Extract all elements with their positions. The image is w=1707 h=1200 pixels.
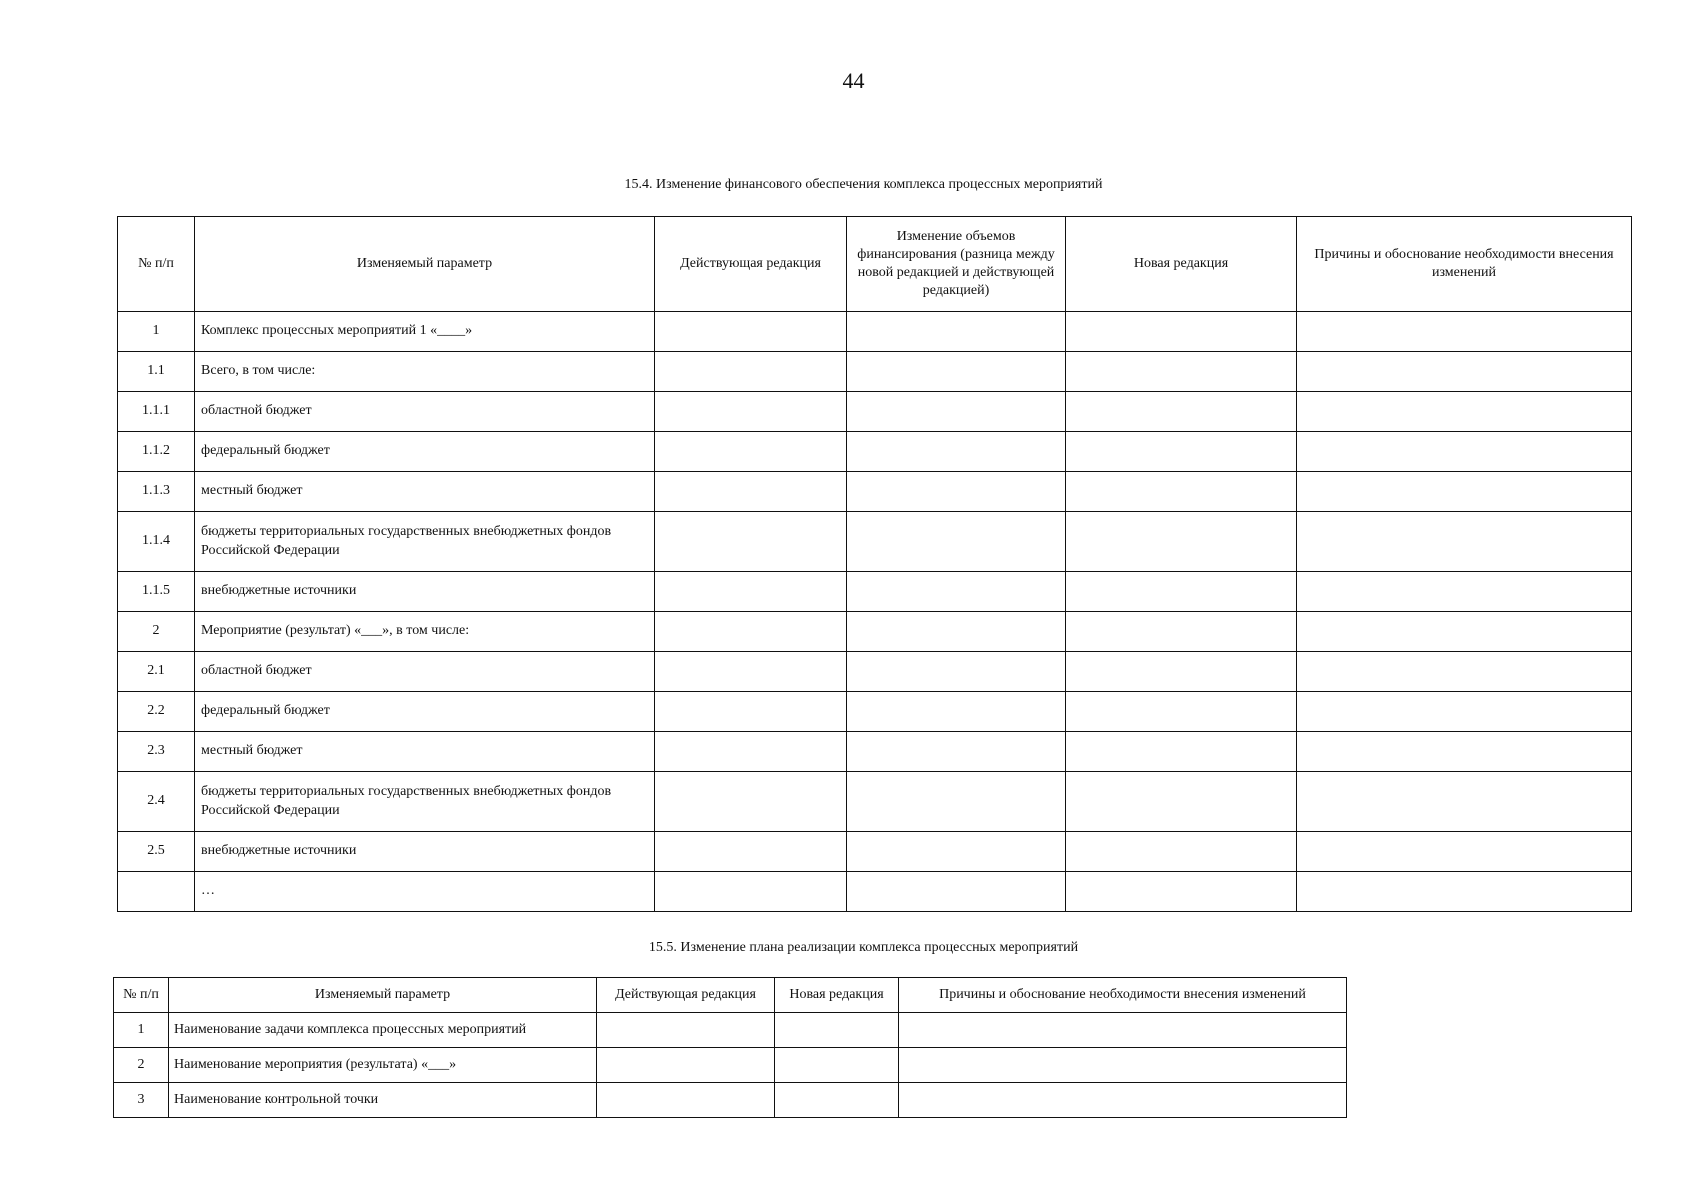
empty-cell [655, 312, 847, 352]
empty-cell [1066, 472, 1297, 512]
row-parameter: Комплекс процессных мероприятий 1 «____» [195, 312, 655, 352]
financial-changes-table [117, 216, 1632, 912]
row-parameter: областной бюджет [195, 392, 655, 432]
header-reasons: Причины и обоснование необходимости внесения изменений [899, 978, 1347, 1013]
header-current-edition: Действующая редакция [655, 217, 847, 312]
row-number: 1.1.1 [118, 392, 195, 432]
empty-cell [899, 1083, 1347, 1118]
empty-cell [1297, 832, 1632, 872]
empty-cell [1297, 512, 1632, 572]
header-parameter: Изменяемый параметр [195, 217, 655, 312]
row-parameter: бюджеты территориальных государственных внебюджетных фондов Российской Федерации [195, 772, 655, 832]
section-15-4-title: 15.4. Изменение финансового обеспечения комплекса процессных мероприятий [624, 177, 1103, 192]
empty-cell [899, 1048, 1347, 1083]
empty-cell [1297, 572, 1632, 612]
row-parameter: … [195, 872, 655, 912]
empty-cell [847, 652, 1066, 692]
empty-cell [655, 392, 847, 432]
empty-cell [847, 872, 1066, 912]
empty-cell [1297, 732, 1632, 772]
section-15-5-title: 15.5. Изменение плана реализации комплекса процессных мероприятий [648, 940, 1079, 955]
empty-cell [1066, 352, 1297, 392]
table-row [114, 1013, 1347, 1048]
empty-cell [655, 572, 847, 612]
empty-cell [1297, 352, 1632, 392]
header-parameter: Изменяемый параметр [169, 978, 597, 1013]
empty-cell [1066, 772, 1297, 832]
table-row [118, 472, 1632, 512]
table-row [114, 1083, 1347, 1118]
empty-cell [847, 472, 1066, 512]
row-number: 2 [114, 1048, 169, 1083]
empty-cell [775, 1048, 899, 1083]
empty-cell [597, 1048, 775, 1083]
empty-cell [1066, 612, 1297, 652]
empty-cell [1297, 472, 1632, 512]
row-parameter: бюджеты территориальных государственных внебюджетных фондов Российской Федерации [195, 512, 655, 572]
row-number: 1 [118, 312, 195, 352]
empty-cell [1066, 512, 1297, 572]
implementation-plan-table [113, 977, 1347, 1118]
row-parameter: местный бюджет [195, 732, 655, 772]
empty-cell [1066, 432, 1297, 472]
empty-cell [655, 432, 847, 472]
table-row [118, 512, 1632, 572]
empty-cell [1066, 832, 1297, 872]
header-number: № п/п [114, 978, 169, 1013]
table-row [118, 832, 1632, 872]
empty-cell [847, 832, 1066, 872]
empty-cell [775, 1013, 899, 1048]
empty-cell [655, 772, 847, 832]
empty-cell [847, 572, 1066, 612]
empty-cell [847, 692, 1066, 732]
row-number: 2.2 [118, 692, 195, 732]
table-row [118, 572, 1632, 612]
row-parameter: местный бюджет [195, 472, 655, 512]
row-parameter: Мероприятие (результат) «___», в том числе: [195, 612, 655, 652]
empty-cell [847, 432, 1066, 472]
empty-cell [847, 732, 1066, 772]
row-number: 1.1.5 [118, 572, 195, 612]
row-number: 1.1 [118, 352, 195, 392]
table-header-row [118, 217, 1632, 312]
empty-cell [847, 312, 1066, 352]
empty-cell [847, 612, 1066, 652]
row-number: 2.1 [118, 652, 195, 692]
empty-cell [1066, 572, 1297, 612]
row-parameter: федеральный бюджет [195, 692, 655, 732]
empty-cell [655, 652, 847, 692]
row-parameter: Наименование контрольной точки [169, 1083, 597, 1118]
empty-cell [1297, 692, 1632, 732]
table-row [118, 312, 1632, 352]
empty-cell [1297, 872, 1632, 912]
empty-cell [1297, 772, 1632, 832]
empty-cell [655, 612, 847, 652]
table-row [118, 772, 1632, 832]
row-parameter: Наименование мероприятия (результата) «___» [169, 1048, 597, 1083]
header-reasons: Причины и обоснование необходимости внесения изменений [1297, 217, 1632, 312]
empty-cell [847, 392, 1066, 432]
empty-cell [1297, 612, 1632, 652]
table-row [118, 872, 1632, 912]
empty-cell [655, 872, 847, 912]
table-row [118, 392, 1632, 432]
header-new-edition: Новая редакция [775, 978, 899, 1013]
empty-cell [1066, 392, 1297, 432]
row-number: 3 [114, 1083, 169, 1118]
row-parameter: областной бюджет [195, 652, 655, 692]
table-row [118, 612, 1632, 652]
header-number: № п/п [118, 217, 195, 312]
empty-cell [1297, 432, 1632, 472]
row-number: 2.5 [118, 832, 195, 872]
empty-cell [847, 352, 1066, 392]
empty-cell [1297, 392, 1632, 432]
row-number: 2 [118, 612, 195, 652]
table-row [118, 352, 1632, 392]
empty-cell [1297, 312, 1632, 352]
empty-cell [1066, 312, 1297, 352]
empty-cell [655, 692, 847, 732]
empty-cell [775, 1083, 899, 1118]
empty-cell [655, 512, 847, 572]
row-parameter: внебюджетные источники [195, 572, 655, 612]
empty-cell [655, 732, 847, 772]
row-parameter: внебюджетные источники [195, 832, 655, 872]
row-parameter: Всего, в том числе: [195, 352, 655, 392]
empty-cell [655, 472, 847, 512]
empty-cell [655, 352, 847, 392]
table-row [118, 692, 1632, 732]
row-parameter: федеральный бюджет [195, 432, 655, 472]
header-new-edition: Новая редакция [1066, 217, 1297, 312]
table-row [114, 1048, 1347, 1083]
empty-cell [899, 1013, 1347, 1048]
row-number: 2.3 [118, 732, 195, 772]
empty-cell [597, 1083, 775, 1118]
empty-cell [1066, 652, 1297, 692]
page-number: 44 [842, 68, 865, 93]
table-header-row [114, 978, 1347, 1013]
row-number: 1.1.2 [118, 432, 195, 472]
empty-cell [847, 512, 1066, 572]
row-number [118, 872, 195, 912]
row-parameter: Наименование задачи комплекса процессных мероприятий [169, 1013, 597, 1048]
header-funding-change: Изменение объемов финансирования (разница между новой редакцией и действующей редакцией) [847, 217, 1066, 312]
empty-cell [655, 832, 847, 872]
row-number: 1.1.4 [118, 512, 195, 572]
empty-cell [1297, 652, 1632, 692]
row-number: 1 [114, 1013, 169, 1048]
empty-cell [847, 772, 1066, 832]
header-current-edition: Действующая редакция [597, 978, 775, 1013]
empty-cell [597, 1013, 775, 1048]
table-row [118, 732, 1632, 772]
table-row [118, 652, 1632, 692]
empty-cell [1066, 692, 1297, 732]
empty-cell [1066, 872, 1297, 912]
row-number: 2.4 [118, 772, 195, 832]
row-number: 1.1.3 [118, 472, 195, 512]
table-row [118, 432, 1632, 472]
empty-cell [1066, 732, 1297, 772]
